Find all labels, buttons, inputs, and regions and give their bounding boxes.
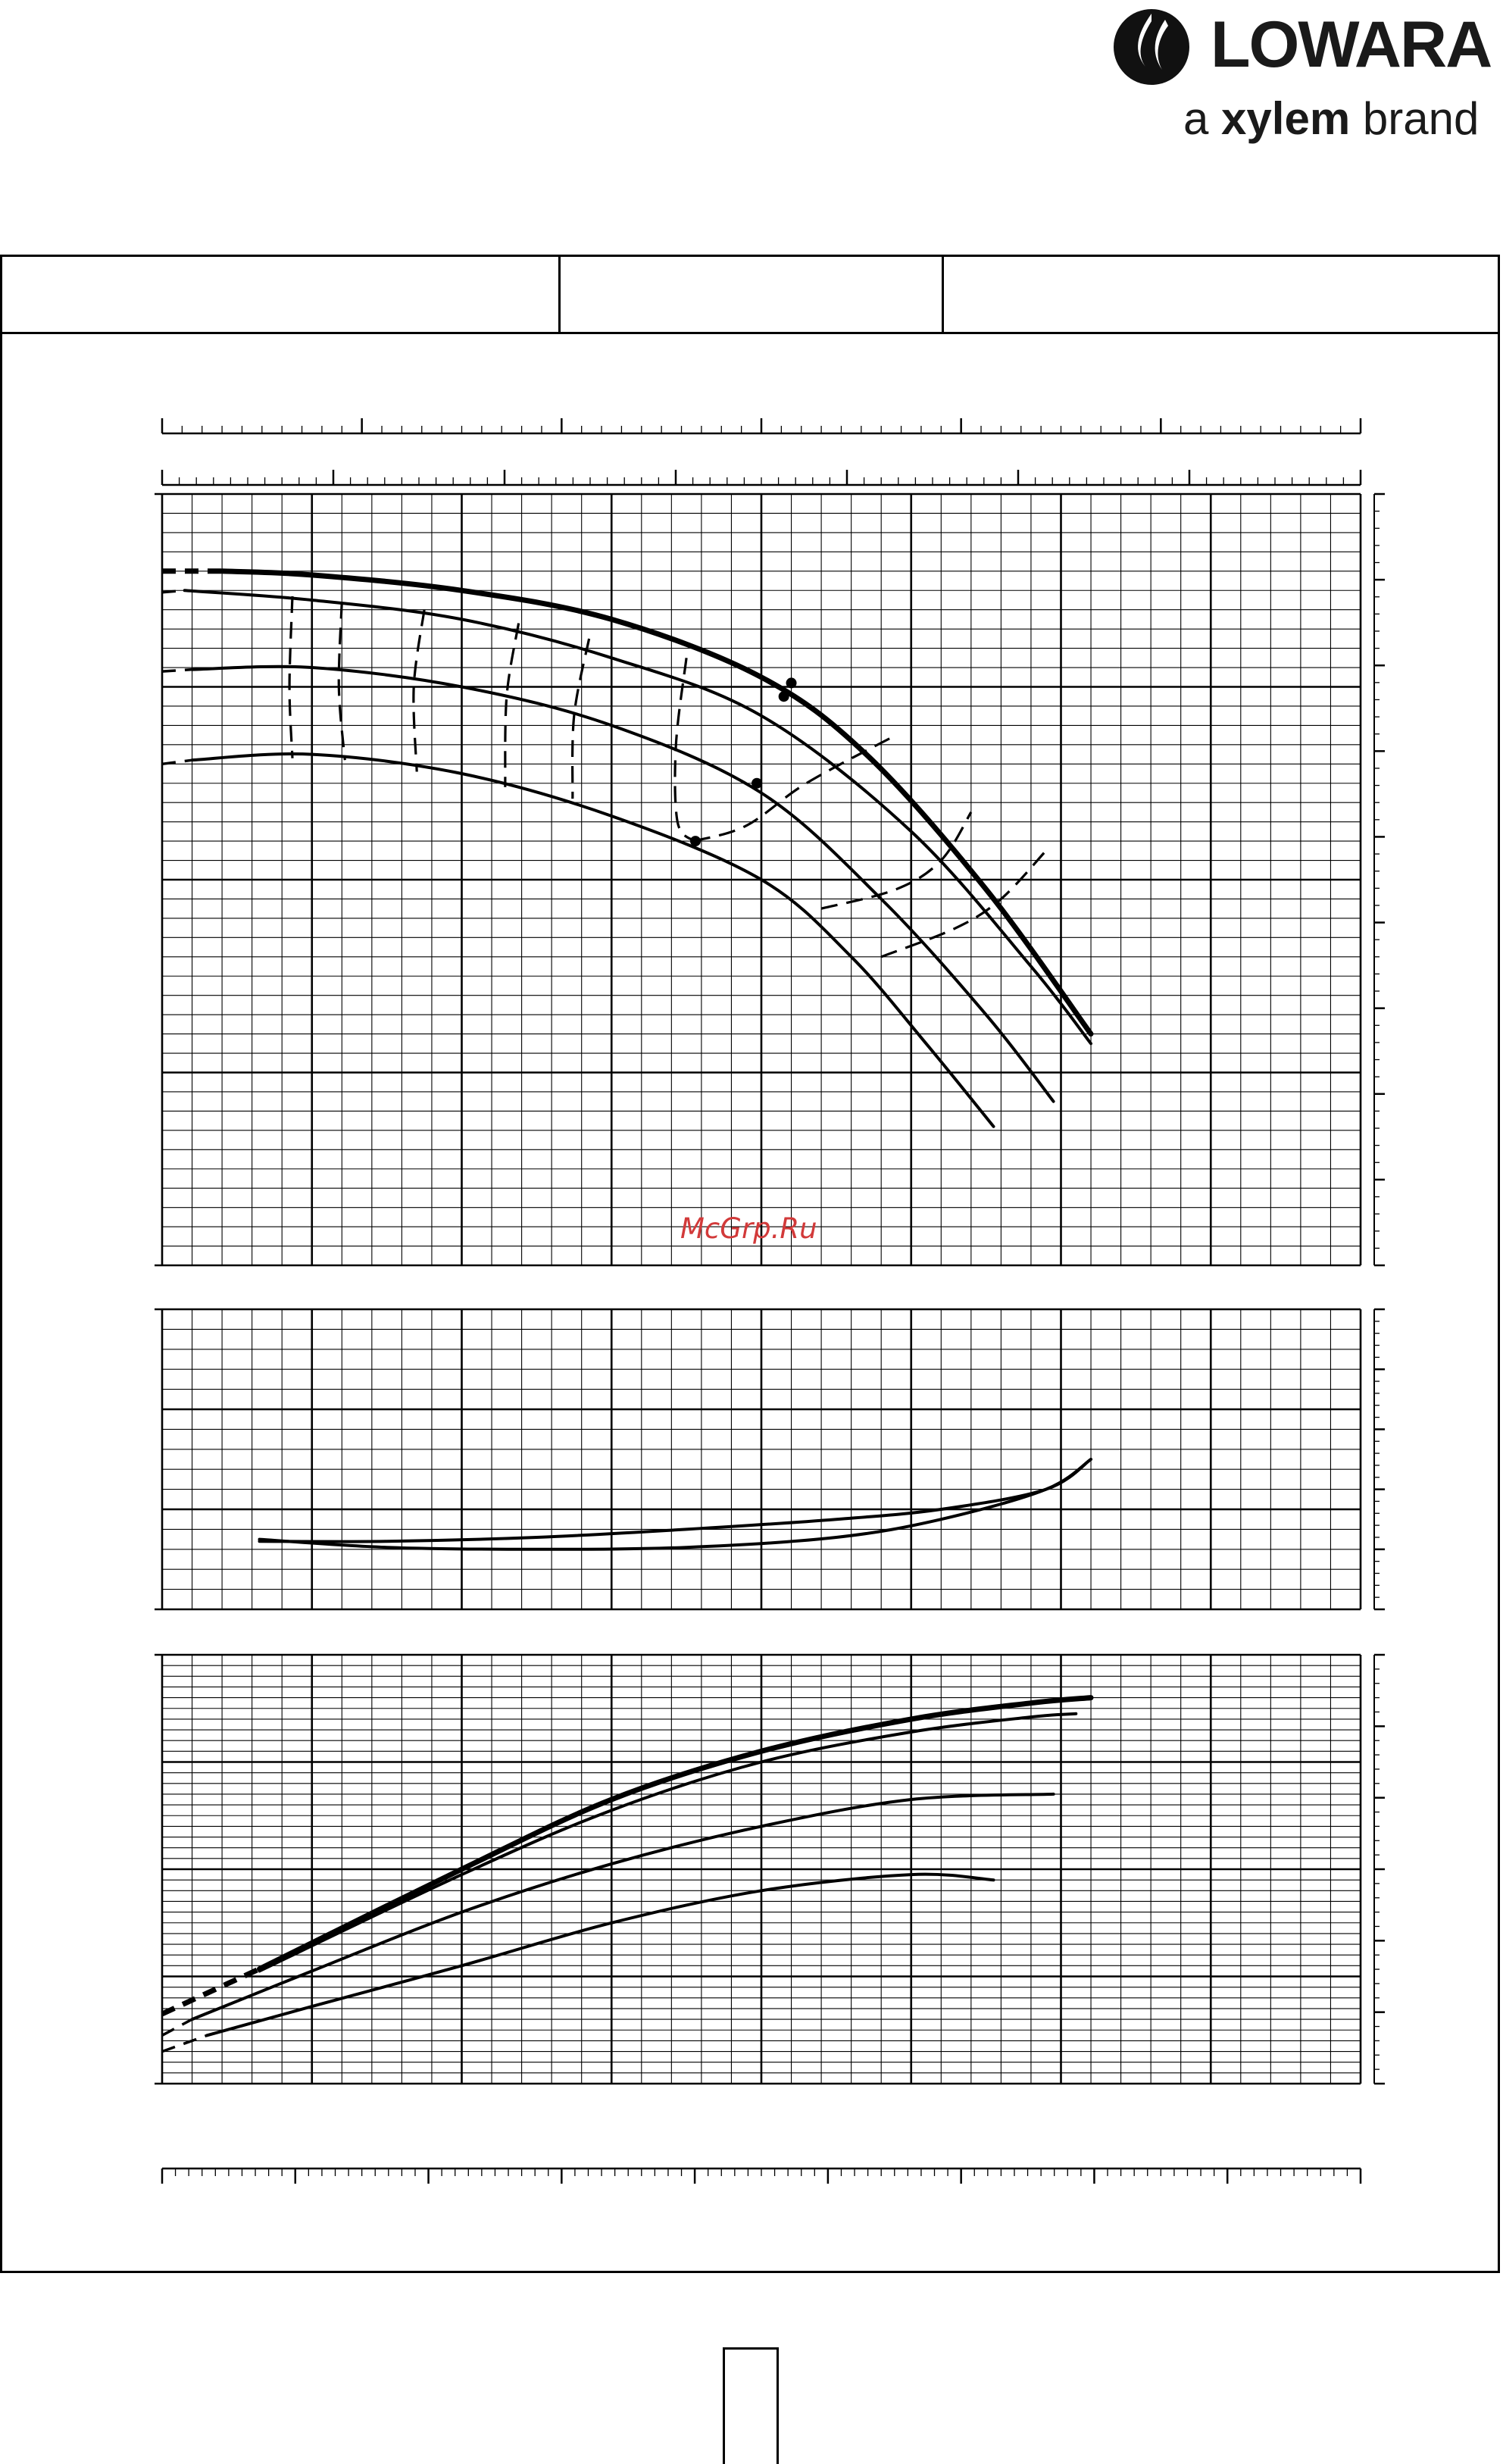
- tagline-brand: xylem: [1221, 93, 1351, 144]
- power-chart: [155, 1655, 1385, 2084]
- efficiency-isoline-9: [881, 851, 1046, 957]
- efficiency-isoline-1: [289, 596, 292, 758]
- efficiency-isoline-3: [414, 610, 424, 772]
- head-chart: [155, 494, 1385, 1265]
- series-line-3: [192, 667, 1054, 1102]
- efficiency-isoline-7: [694, 735, 896, 841]
- series-line-2: [260, 1714, 1076, 1972]
- tagline-suffix: brand: [1362, 93, 1480, 144]
- watermark: McGrp.Ru: [680, 1212, 817, 1245]
- duty-point-3: [752, 778, 762, 789]
- page-number-box: [723, 2347, 779, 2464]
- series-extension-2: [162, 2019, 192, 2035]
- series-extension-4: [162, 760, 192, 764]
- duty-point-4: [690, 836, 701, 846]
- series-line-2: [185, 590, 1091, 1043]
- efficiency-isoline-4: [505, 624, 519, 787]
- npsh-chart: [155, 1309, 1385, 1609]
- series-extension-3: [162, 2035, 207, 2051]
- duty-point-2: [779, 691, 789, 702]
- duty-point-1: [786, 677, 797, 688]
- series-extension-3: [162, 670, 192, 672]
- tagline-prefix: a: [1183, 93, 1209, 144]
- series-line-1: [260, 1698, 1092, 1969]
- brand-name: LOWARA: [1211, 8, 1492, 81]
- series-line-3: [192, 1794, 1054, 2019]
